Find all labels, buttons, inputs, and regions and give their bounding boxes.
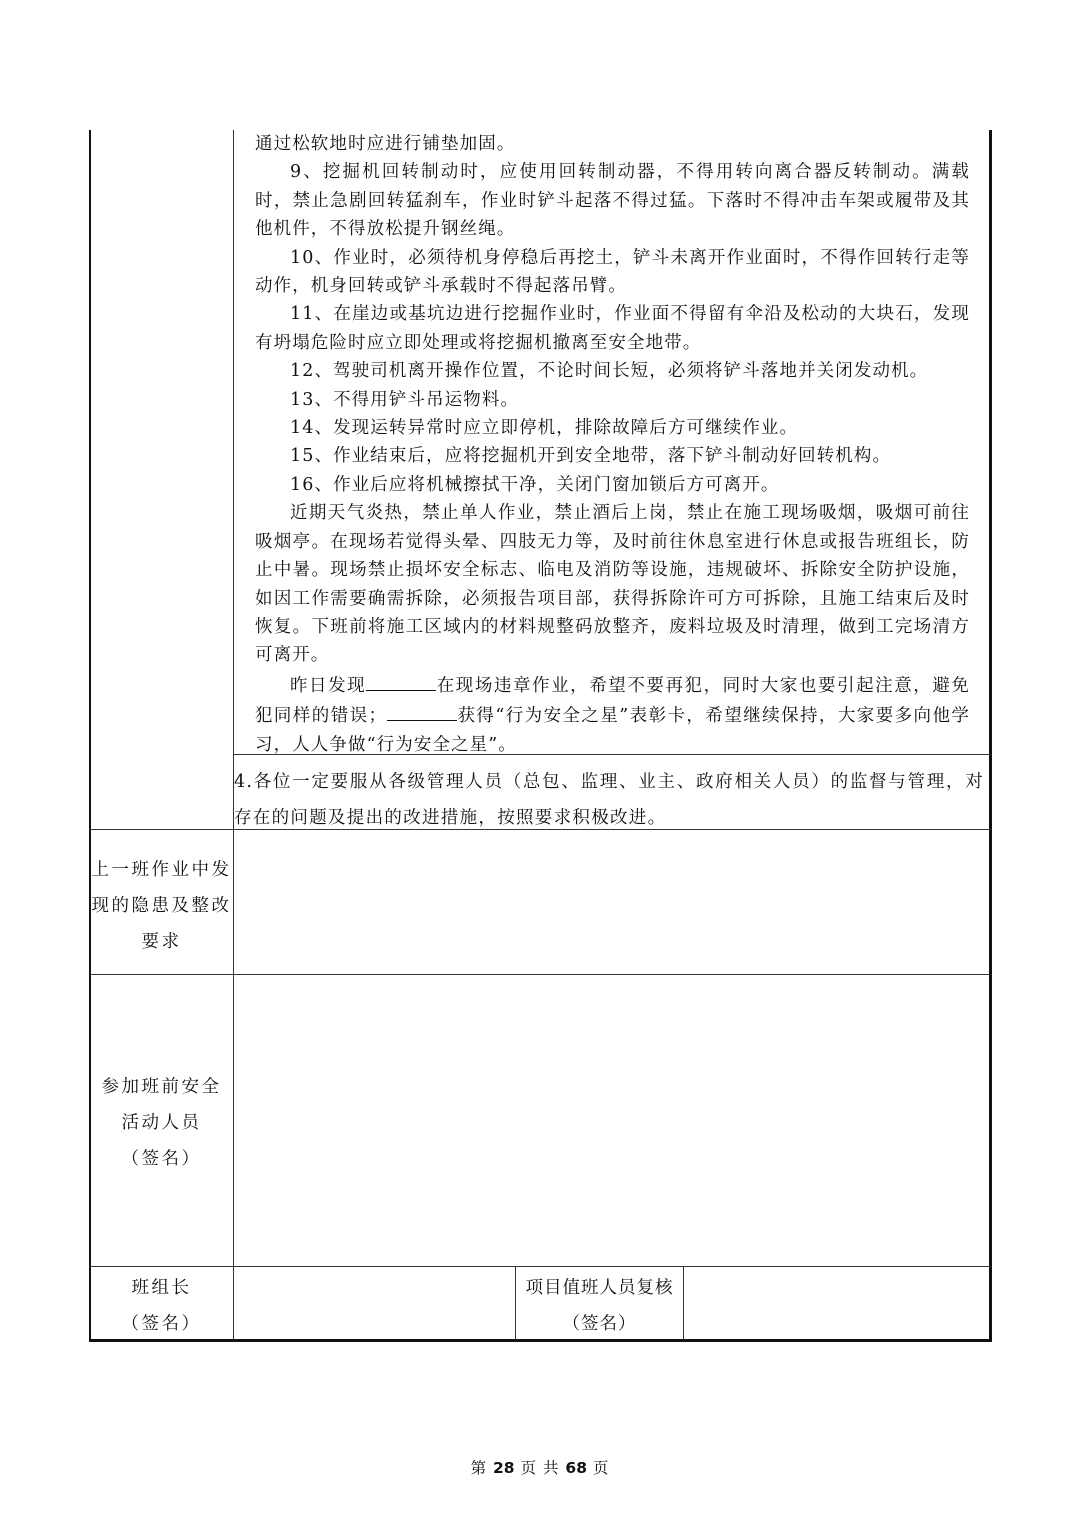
footer-prefix: 第 bbox=[470, 1459, 488, 1477]
safety-briefing-text bbox=[255, 130, 970, 759]
leader-label-line-1: 班组长 bbox=[131, 1278, 192, 1298]
paragraph-rule-14: 14、发现运转异常时应立即停机，排除故障后方可继续作业。 bbox=[290, 418, 799, 439]
paragraph-rule-16: 16、作业后应将机械擦拭干净，关闭门窗加锁后方可离开。 bbox=[290, 474, 780, 495]
hazards-label-line-3: 要求 bbox=[141, 932, 182, 952]
current-page-number: 28 bbox=[493, 1459, 515, 1477]
yesterday-text-a: 昨日发现 bbox=[290, 675, 367, 696]
attendees-signature-label bbox=[90, 1069, 233, 1177]
paragraph-rule-12: 12、驾驶司机离开操作位置，不论时间长短，必须将铲斗落地并关闭发动机。 bbox=[290, 361, 929, 382]
footer-middle: 页 共 bbox=[520, 1459, 560, 1477]
paragraph-yesterday-findings bbox=[255, 670, 970, 759]
violator-name-blank[interactable] bbox=[366, 670, 436, 691]
duty-review-signature-cell[interactable] bbox=[684, 1267, 990, 1340]
review-label-line-2: （签名） bbox=[562, 1314, 637, 1334]
paragraph-rule-11: 11、在崖边或基坑边进行挖掘作业时，作业面不得留有伞沿及松动的大块石，发现有坍塌危险时应立即处理或将挖掘机撤离至安全地带。 bbox=[255, 304, 970, 353]
paragraph-rule-13: 13、不得用铲斗吊运物料。 bbox=[290, 389, 520, 410]
yesterday-text-b: 在现场违章作业，希望不要再犯，同时大家也要引起注意，避免犯同样的错误； bbox=[255, 675, 970, 727]
team-leader-label bbox=[90, 1270, 233, 1342]
leader-label-line-2: （签名） bbox=[121, 1314, 202, 1334]
paragraph-rule-10: 10、作业时，必须待机身停稳后再挖土，铲斗未离开作业面时，不得作回转行走等动作，机身回转或铲斗承载时不得起落吊臂。 bbox=[255, 247, 970, 297]
hazards-label-line-1: 上一班作业中发 bbox=[91, 860, 232, 880]
hazards-content-cell[interactable] bbox=[234, 830, 990, 974]
footer-suffix: 页 bbox=[592, 1459, 610, 1477]
page-number-footer bbox=[0, 1456, 1080, 1478]
hazards-label-line-2: 现的隐患及整改 bbox=[91, 896, 232, 916]
yesterday-text-c: 获得“行为安全之星”表彰卡，希望继续保持，大家要多向他学习，人人争做“行为安全之星”。 bbox=[255, 706, 970, 755]
duty-review-label bbox=[516, 1270, 683, 1342]
paragraph-rule-15: 15、作业结束后，应将挖掘机开到安全地带，落下铲斗制动好回转机构。 bbox=[290, 446, 892, 467]
item-4-supervision-text: 4.各位一定要服从各级管理人员（总包、监理、业主、政府相关人员）的监督与管理，对存在的问题及提出的改进措施，按照要求积极改进。 bbox=[234, 772, 984, 828]
safety-star-name-blank[interactable] bbox=[387, 700, 457, 721]
team-leader-signature-cell[interactable] bbox=[234, 1267, 515, 1340]
total-page-number: 68 bbox=[565, 1459, 587, 1477]
review-label-line-1: 项目值班人员复核 bbox=[525, 1278, 674, 1298]
attendees-label-line-1: 参加班前安全 bbox=[101, 1077, 222, 1097]
attendees-label-line-2: 活动人员 bbox=[121, 1113, 202, 1133]
paragraph-heat-warning: 近期天气炎热，禁止单人作业，禁止酒后上岗，禁止在施工现场吸烟，吸烟可前往吸烟亭。在现场若觉得头晕、四肢无力等，及时前往休息室进行休息或报告班组长，防止中暑。现场禁止损坏安全标志、临电及消防等设施，违规破坏、拆除安全防护设施，如因工作需要确需拆除，必须报告项目部，获得拆除许可方可拆除，且施工结束后及时恢复。下班前将施工区域内的材料规整码放整齐，废料垃圾及时清理，做到工完场清方可离开。 bbox=[255, 503, 970, 666]
attendees-signature-cell[interactable] bbox=[234, 975, 990, 1266]
hazards-rectification-label bbox=[90, 852, 233, 960]
paragraph-rule-9: 9、挖掘机回转制动时，应使用回转制动器，不得用转向离合器反转制动。满载时，禁止急剧回转猛刹车，作业时铲斗起落不得过猛。下落时不得冲击车架或履带及其他机件，不得放松提升钢丝绳。 bbox=[255, 162, 970, 240]
paragraph-soft-ground: 通过松软地时应进行铺垫加固。 bbox=[255, 134, 516, 154]
attendees-label-line-3: （签名） bbox=[121, 1149, 202, 1169]
